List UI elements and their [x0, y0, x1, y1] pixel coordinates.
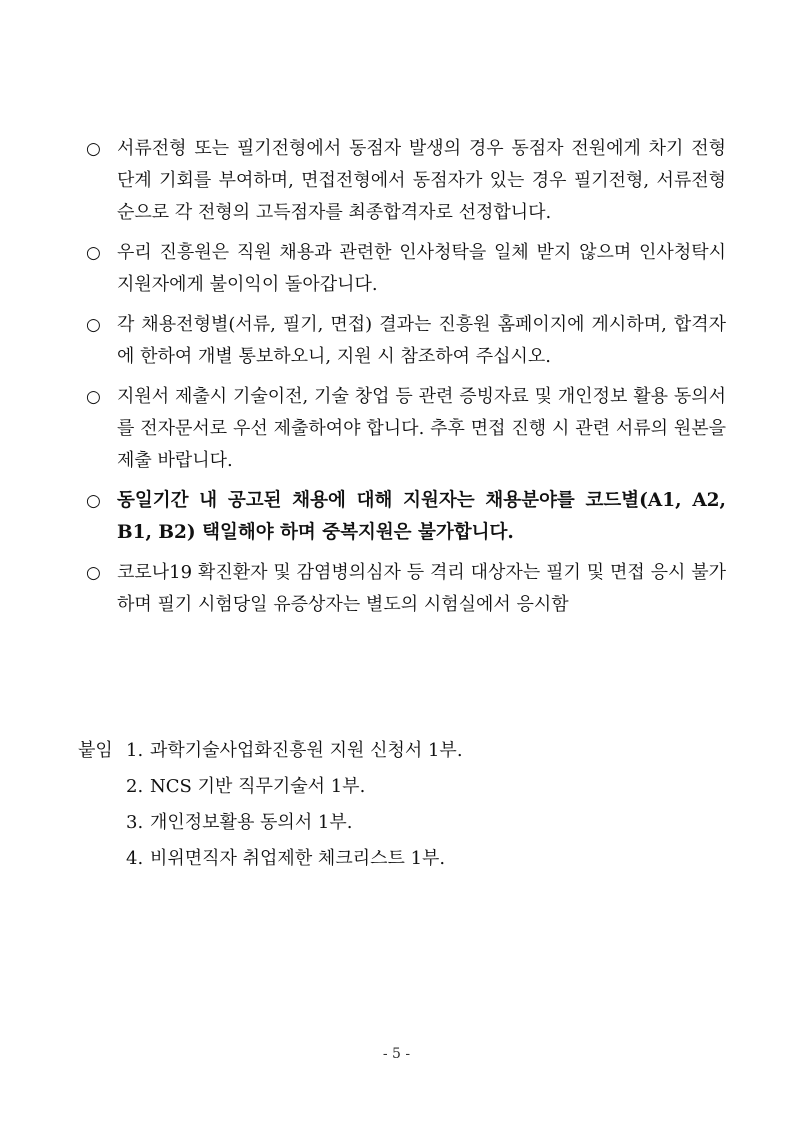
notice-text: 각 채용전형별(서류, 필기, 면접) 결과는 진흥원 홈페이지에 게시하며, 합격자에 한하여 개별 통보하오니, 지원 시 참조하여 주십시오.: [117, 314, 726, 367]
notice-text: 지원서 제출시 기술이전, 기술 창업 등 관련 증빙자료 및 개인정보 활용 동의서를 전자문서로 우선 제출하여야 합니다. 추후 면접 진행 시 관련 서류의 원본을 제출 바랍니다.: [117, 386, 726, 471]
notice-bullet-list: [86, 133, 726, 629]
attachment-number: 1.: [126, 740, 144, 761]
circle-bullet-icon: ○: [86, 387, 101, 407]
notice-item-solicitation: [86, 237, 726, 301]
attachment-row: [78, 841, 728, 877]
attachment-number: 4.: [126, 848, 144, 869]
notice-text: 우리 진흥원은 직원 채용과 관련한 인사청탁을 일체 받지 않으며 인사청탁시 지원자에게 불이익이 돌아갑니다.: [117, 242, 726, 295]
attachment-title: 비위면직자 취업제한 체크리스트 1부.: [150, 848, 446, 869]
attachment-title: NCS 기반 직무기술서 1부.: [150, 776, 366, 797]
attachments-label: 붙임: [78, 740, 113, 761]
attachment-title: 개인정보활용 동의서 1부.: [150, 812, 353, 833]
attachment-number: 3.: [126, 812, 144, 833]
circle-bullet-icon: ○: [86, 491, 101, 511]
notice-item-tie-score: [86, 133, 726, 229]
notice-item-covid: [86, 557, 726, 621]
circle-bullet-icon: ○: [86, 315, 101, 335]
notice-text: 동일기간 내 공고된 채용에 대해 지원자는 채용분야를 코드별(A1, A2, B1, B2) 택일해야 하며 중복지원은 불가합니다.: [117, 490, 726, 543]
circle-bullet-icon: ○: [86, 139, 101, 159]
attachments-section: [78, 733, 728, 877]
notice-text: 코로나19 확진환자 및 감염병의심자 등 격리 대상자는 필기 및 면접 응시 불가하며 필기 시험당일 유증상자는 별도의 시험실에서 응시함: [117, 562, 726, 615]
notice-item-results: [86, 309, 726, 373]
circle-bullet-icon: ○: [86, 563, 101, 583]
circle-bullet-icon: ○: [86, 243, 101, 263]
page-number: - 5 -: [382, 1046, 411, 1062]
attachment-number: 2.: [126, 776, 144, 797]
attachment-row: [78, 769, 728, 805]
notice-item-documents: [86, 381, 726, 477]
notice-text: 서류전형 또는 필기전형에서 동점자 발생의 경우 동점자 전원에게 차기 전형 단계 기회를 부여하며, 면접전형에서 동점자가 있는 경우 필기전형, 서류전형 순으로 각 전형의 고득점자를 최종합격자로 선정합니다.: [117, 138, 726, 223]
notice-item-duplicate-application: [86, 485, 726, 549]
attachment-row: [78, 805, 728, 841]
attachment-row: [78, 733, 728, 769]
attachment-title: 과학기술사업화진흥원 지원 신청서 1부.: [150, 740, 463, 761]
